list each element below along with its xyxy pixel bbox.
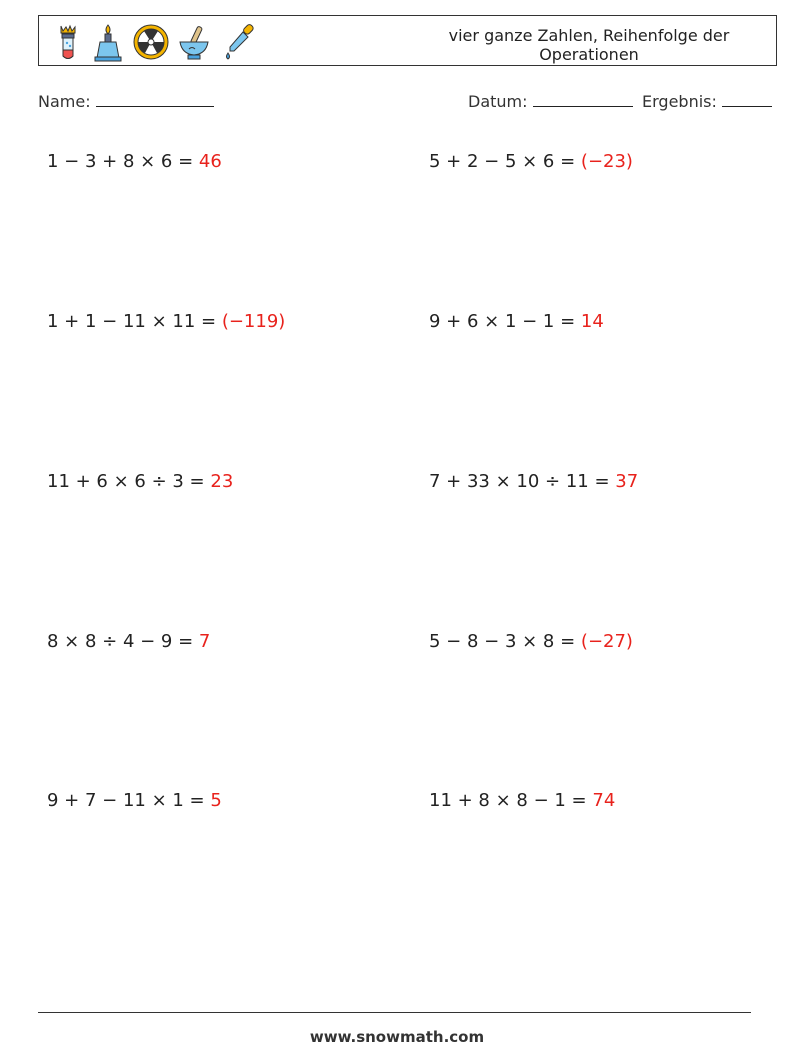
problem-7 <box>47 631 210 652</box>
score-label: Ergebnis: <box>642 92 717 111</box>
problem-expression: 9 + 7 − 11 × 1 = <box>47 790 211 811</box>
problem-answer: (−23) <box>580 151 633 172</box>
problem-expression: 5 − 8 − 3 × 8 = <box>429 631 581 652</box>
worksheet-title: vier ganze Zahlen, Reihenfolge der Operationen <box>448 26 730 64</box>
problem-expression: 1 − 3 + 8 × 6 = <box>47 151 199 172</box>
problem-expression: 8 × 8 ÷ 4 − 9 = <box>47 631 199 652</box>
date-field[interactable] <box>468 92 633 111</box>
problem-answer: 14 <box>580 311 604 332</box>
problem-6 <box>429 471 638 492</box>
problem-expression: 1 + 1 − 11 × 11 = <box>47 311 222 332</box>
problem-expression: 5 + 2 − 5 × 6 = <box>429 151 581 172</box>
footer-url[interactable]: www.snowmath.com <box>309 1028 485 1046</box>
name-field[interactable] <box>38 92 214 111</box>
radiation-icon <box>132 22 170 62</box>
dropper-icon <box>221 22 259 62</box>
problem-answer: 23 <box>210 471 234 492</box>
problem-answer: (−119) <box>221 311 286 332</box>
score-blank[interactable] <box>722 92 772 107</box>
problem-expression: 11 + 8 × 8 − 1 = <box>429 790 593 811</box>
problem-answer: 7 <box>198 631 211 652</box>
problem-expression: 7 + 33 × 10 ÷ 11 = <box>429 471 616 492</box>
problem-answer: 46 <box>198 151 222 172</box>
name-label: Name: <box>38 92 91 111</box>
test-tube-icon <box>49 22 87 62</box>
problem-3 <box>47 311 285 332</box>
problem-8 <box>429 631 633 652</box>
mortar-pestle-icon <box>175 22 213 62</box>
problem-answer: 5 <box>210 790 222 811</box>
problem-1 <box>47 151 222 172</box>
worksheet-header <box>38 15 777 66</box>
problem-5 <box>47 471 233 492</box>
problem-answer: 37 <box>615 471 639 492</box>
problem-9 <box>47 790 222 811</box>
problem-answer: (−27) <box>580 631 633 652</box>
problem-2 <box>429 151 633 172</box>
date-blank[interactable] <box>533 92 633 107</box>
problem-4 <box>429 311 604 332</box>
bunsen-burner-icon <box>89 22 127 62</box>
score-field[interactable] <box>642 92 772 111</box>
date-label: Datum: <box>468 92 528 111</box>
problem-10 <box>429 790 615 811</box>
name-blank[interactable] <box>96 92 214 107</box>
problem-expression: 9 + 6 × 1 − 1 = <box>429 311 581 332</box>
problem-answer: 74 <box>592 790 616 811</box>
problem-expression: 11 + 6 × 6 ÷ 3 = <box>47 471 211 492</box>
footer-divider <box>38 1012 751 1013</box>
